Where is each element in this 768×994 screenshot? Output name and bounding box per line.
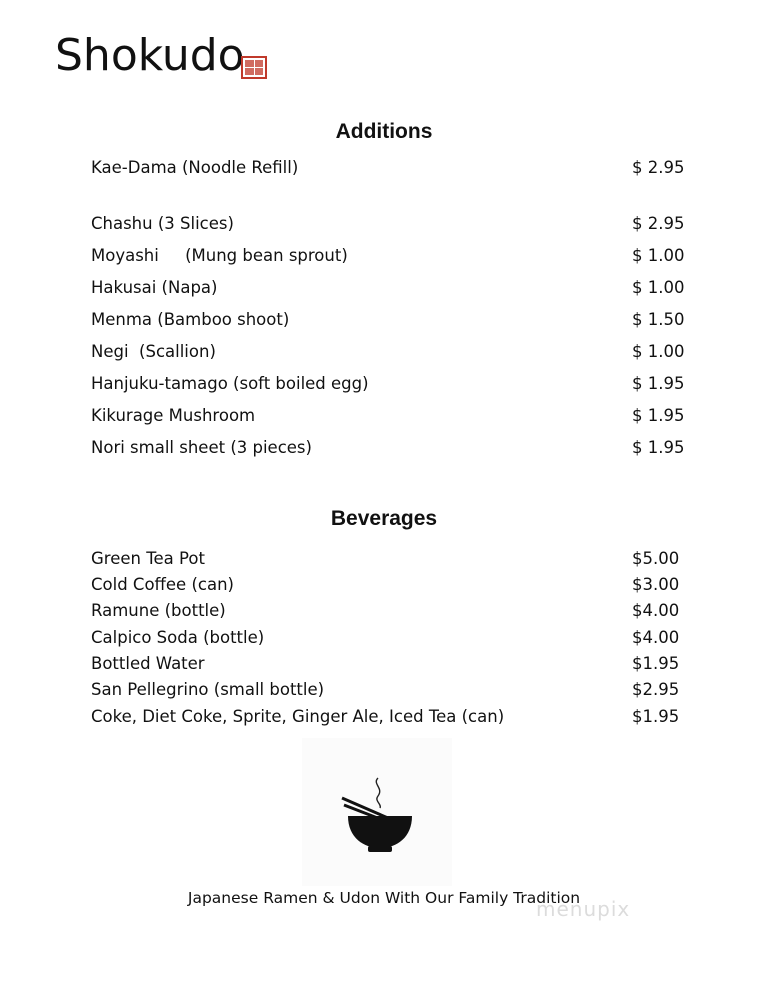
red-seal-stamp-icon [241, 56, 267, 79]
item-name: Chashu (3 Slices) [91, 214, 234, 233]
item-price: $ 1.00 [632, 246, 685, 265]
item-price: $4.00 [632, 628, 680, 647]
item-price: $ 1.95 [632, 374, 685, 393]
item-name: Cold Coffee (can) [91, 575, 234, 594]
item-price: $ 1.00 [632, 278, 685, 297]
beverages-heading: Beverages [330, 507, 438, 530]
item-name: Calpico Soda (bottle) [91, 628, 265, 647]
item-price: $1.95 [632, 654, 680, 673]
item-name: Coke, Diet Coke, Sprite, Ginger Ale, Iced Tea (can) [91, 707, 505, 726]
item-name: Hanjuku-tamago (soft boiled egg) [91, 374, 369, 393]
item-name: Negi (Scallion) [91, 342, 216, 361]
watermark: menupix [536, 897, 631, 921]
item-name: Kae-Dama (Noodle Refill) [91, 158, 299, 177]
item-name: Green Tea Pot [91, 549, 205, 568]
item-name: Ramune (bottle) [91, 601, 226, 620]
item-price: $ 2.95 [632, 158, 685, 177]
additions-heading: Additions [335, 120, 433, 143]
item-price: $ 2.95 [632, 214, 685, 233]
item-price: $ 1.95 [632, 406, 685, 425]
item-name: San Pellegrino (small bottle) [91, 680, 325, 699]
item-name: Bottled Water [91, 654, 205, 673]
item-name: Moyashi (Mung bean sprout) [91, 246, 348, 265]
item-name: Hakusai (Napa) [91, 278, 218, 297]
ramen-bowl-icon [302, 738, 452, 886]
item-price: $ 1.50 [632, 310, 685, 329]
item-price: $3.00 [632, 575, 680, 594]
item-price: $4.00 [632, 601, 680, 620]
item-name: Menma (Bamboo shoot) [91, 310, 290, 329]
item-name: Kikurage Mushroom [91, 406, 256, 425]
item-price: $1.95 [632, 707, 680, 726]
item-price: $2.95 [632, 680, 680, 699]
item-name: Nori small sheet (3 pieces) [91, 438, 312, 457]
brand-logo: Shokudo [55, 30, 245, 81]
tagline: Japanese Ramen & Udon With Our Family Tradition [187, 889, 581, 907]
item-price: $ 1.95 [632, 438, 685, 457]
item-price: $ 1.00 [632, 342, 685, 361]
list-item [91, 438, 691, 514]
item-price: $5.00 [632, 549, 680, 568]
